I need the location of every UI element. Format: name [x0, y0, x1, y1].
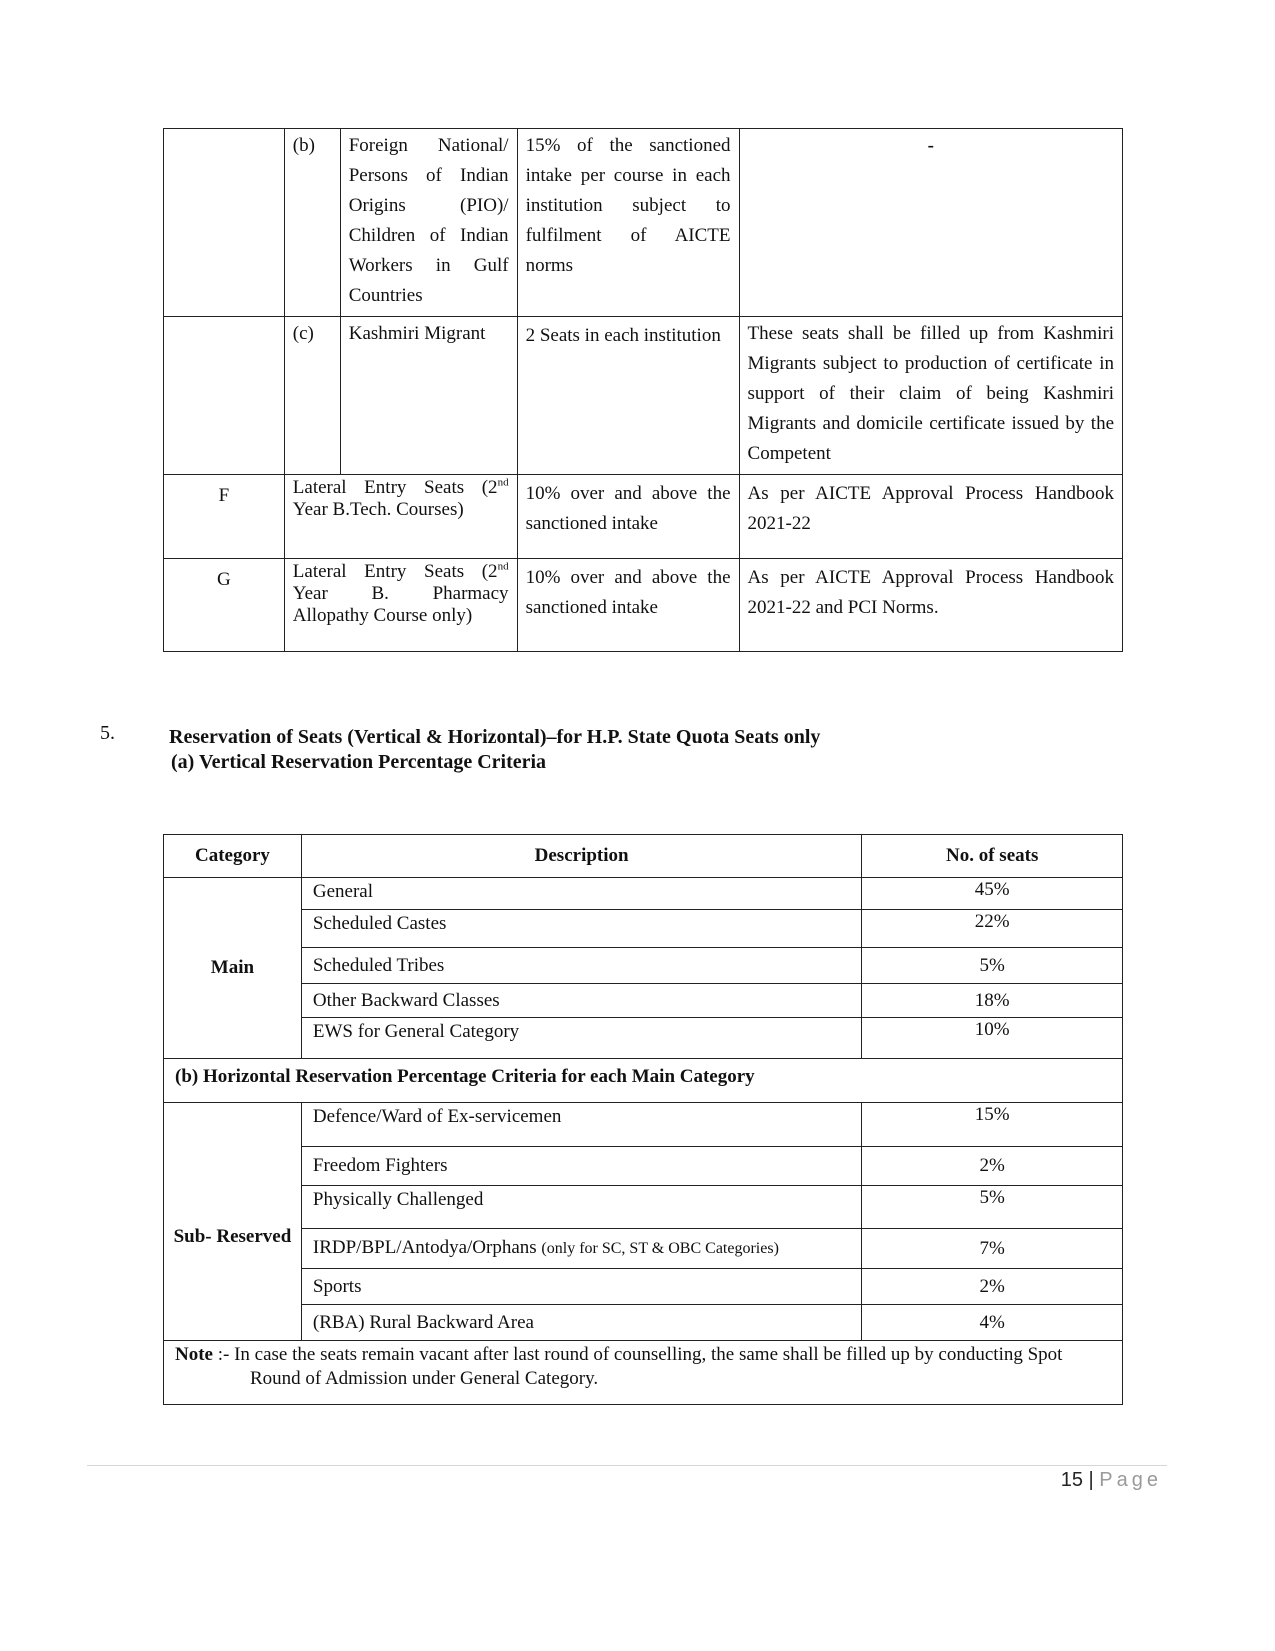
description-cell: Defence/Ward of Ex-servicemen [301, 1103, 861, 1147]
note-cell [164, 1341, 1123, 1405]
footer-divider [87, 1465, 1167, 1466]
row-label: F [164, 475, 285, 559]
category-text: Year B. Pharmacy Allopathy Course only) [292, 583, 509, 626]
seats-cell: 4% [862, 1305, 1123, 1341]
category-text: Year B.Tech. Courses) [292, 499, 464, 520]
description-cell: Other Backward Classes [301, 984, 861, 1018]
seats-cell: 10% over and above the sanctioned intake [517, 559, 739, 652]
description-note: (only for SC, ST & OBC Categories) [541, 1240, 779, 1257]
seats-cell: 2% [862, 1269, 1123, 1305]
table-row [164, 475, 1123, 559]
table-row [164, 1269, 1123, 1305]
main-category-label: Main [164, 878, 302, 1059]
category-cell [284, 475, 517, 559]
description-cell: Scheduled Castes [301, 910, 861, 948]
category-cell [284, 559, 517, 652]
sub-category-label: Sub- Reserved [164, 1103, 302, 1341]
seats-cell: 2 Seats in each institution [517, 317, 739, 475]
section-number: 5. [100, 722, 115, 744]
row-label: (c) [284, 317, 340, 475]
table-row [164, 984, 1123, 1018]
table-row [164, 559, 1123, 652]
superscript: nd [497, 560, 509, 573]
note-row [164, 1341, 1123, 1405]
description-cell: Freedom Fighters [301, 1147, 861, 1186]
table-row [164, 948, 1123, 984]
seats-cell: 7% [862, 1229, 1123, 1269]
row-label: G [164, 559, 285, 652]
seats-cell: 22% [862, 910, 1123, 948]
category-text: Lateral Entry Seats (2 [292, 561, 498, 582]
seats-cell: 5% [862, 1186, 1123, 1229]
seats-cell: 10% [862, 1018, 1123, 1059]
table-row [164, 1103, 1123, 1147]
horizontal-heading: (b) Horizontal Reservation Percentage Criteria for each Main Category [164, 1059, 1123, 1103]
note-paragraph [175, 1343, 1111, 1391]
table-row [164, 317, 1123, 475]
seats-cell: 45% [862, 878, 1123, 910]
description-cell [301, 1229, 861, 1269]
table-row [164, 1186, 1123, 1229]
section-title: Reservation of Seats (Vertical & Horizontal)–for H.P. State Quota Seats only [169, 726, 821, 748]
category-cell: Foreign National/ Persons of Indian Origins (PIO)/ Children of Indian Workers in Gulf Countries [340, 129, 517, 317]
description-cell: Scheduled Tribes [301, 948, 861, 984]
page-footer [1061, 1469, 1162, 1492]
category-text: Lateral Entry Seats (2 [292, 477, 498, 498]
seats-cell: 15% of the sanctioned intake per course in each institution subject to fulfilment of AICTE norms [517, 129, 739, 317]
table-cell [164, 317, 285, 475]
page-separator: | [1088, 1469, 1094, 1491]
seats-cell: 2% [862, 1147, 1123, 1186]
eligibility-table [163, 128, 1123, 652]
header-category: Category [164, 835, 302, 878]
remarks-cell: As per AICTE Approval Process Handbook 2021-22 and PCI Norms. [739, 559, 1122, 652]
page-number: 15 [1060, 1469, 1083, 1491]
seats-cell: 15% [862, 1103, 1123, 1147]
table-row [164, 1229, 1123, 1269]
description-cell: (RBA) Rural Backward Area [301, 1305, 861, 1341]
reservation-table [163, 834, 1123, 1405]
table-row [164, 1018, 1123, 1059]
table-row [164, 1305, 1123, 1341]
remarks-cell: - [739, 129, 1122, 317]
description-cell: Physically Challenged [301, 1186, 861, 1229]
row-label: (b) [284, 129, 340, 317]
description-cell: General [301, 878, 861, 910]
table-row [164, 1059, 1123, 1103]
table-row [164, 878, 1123, 910]
description-cell: Sports [301, 1269, 861, 1305]
seats-cell: 10% over and above the sanctioned intake [517, 475, 739, 559]
table-row [164, 910, 1123, 948]
page-word: Page [1099, 1469, 1162, 1491]
table-row [164, 1147, 1123, 1186]
header-description: Description [301, 835, 861, 878]
header-seats: No. of seats [862, 835, 1123, 878]
table-header-row [164, 835, 1123, 878]
section-subtitle: (a) Vertical Reservation Percentage Criteria [171, 751, 547, 773]
remarks-cell: These seats shall be filled up from Kashmiri Migrants subject to production of certificate in support of their claim of being Kashmiri Migrants and domicile certificate issued by the Competent [739, 317, 1122, 475]
remarks-cell: As per AICTE Approval Process Handbook 2021-22 [739, 475, 1122, 559]
table-row [164, 129, 1123, 317]
description-cell: EWS for General Category [301, 1018, 861, 1059]
note-label: Note [175, 1344, 213, 1365]
description-text: IRDP/BPL/Antodya/Orphans [312, 1237, 537, 1258]
note-text: :- In case the seats remain vacant after last round of counselling, the same shall be filled up by conducting Spot Round of Admission under General Category. [217, 1344, 1063, 1389]
table-cell [164, 129, 285, 317]
seats-cell: 5% [862, 948, 1123, 984]
category-cell: Kashmiri Migrant [340, 317, 517, 475]
superscript: nd [497, 476, 509, 489]
seats-cell: 18% [862, 984, 1123, 1018]
